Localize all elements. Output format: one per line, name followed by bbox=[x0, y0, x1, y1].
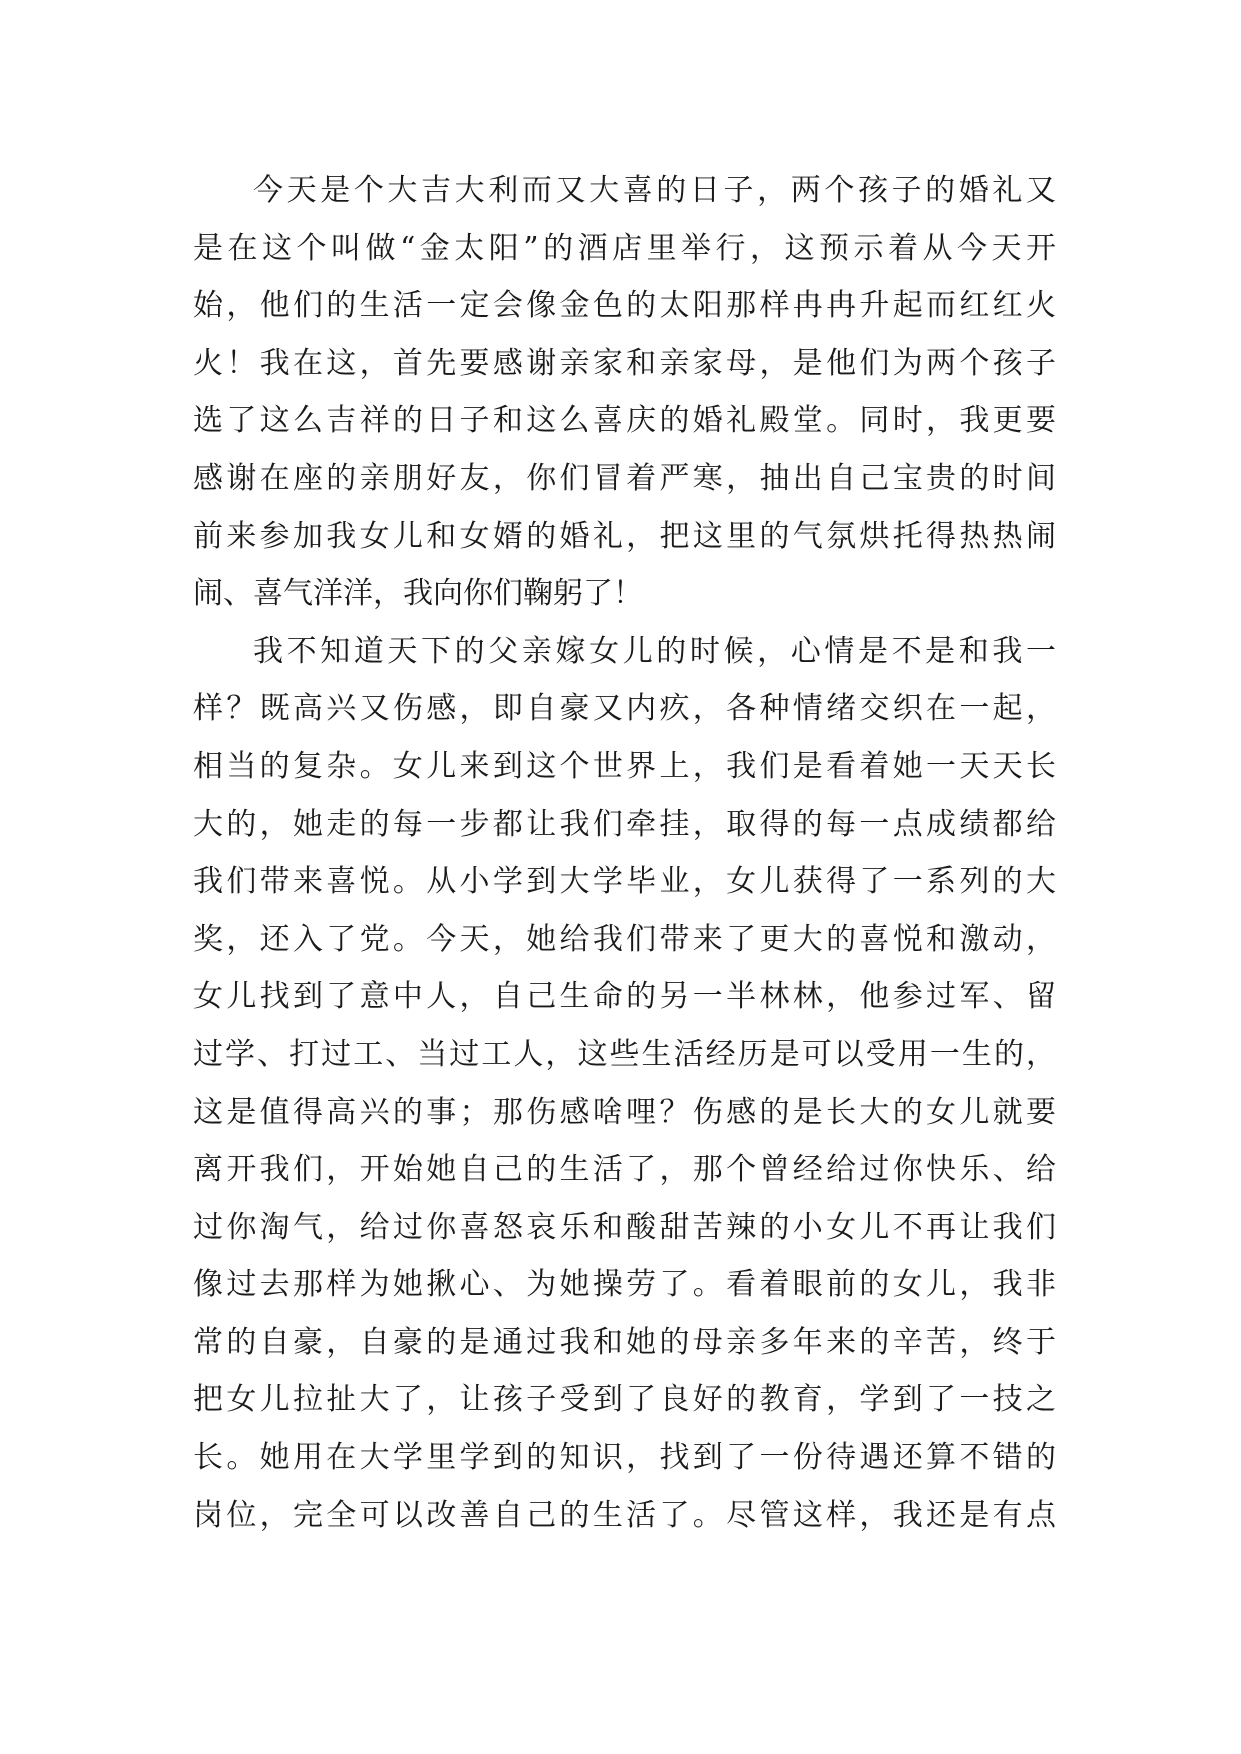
paragraph-1 bbox=[193, 162, 1056, 623]
text-line: 常的自豪，自豪的是通过我和她的母亲多年来的辛苦，终于 bbox=[193, 1324, 1056, 1360]
text-line: 离开我们，开始她自己的生活了，那个曾经给过你快乐、给 bbox=[193, 1152, 1056, 1188]
text-line: 大的，她走的每一步都让我们牵挂，取得的每一点成绩都给 bbox=[193, 806, 1056, 842]
text-line: 过学、打过工、当过工人，这些生活经历是可以受用一生的， bbox=[193, 1036, 1056, 1072]
text-line: 我们带来喜悦。从小学到大学毕业，女儿获得了一系列的大 bbox=[193, 864, 1056, 900]
text-line: 奖，还入了党。今天，她给我们带来了更大的喜悦和激动， bbox=[193, 921, 1056, 957]
text-line: 把女儿拉扯大了，让孩子受到了良好的教育，学到了一技之 bbox=[193, 1382, 1056, 1418]
text-line: 过你淘气，给过你喜怒哀乐和酸甜苦辣的小女儿不再让我们 bbox=[193, 1209, 1056, 1245]
text-line: 今天是个大吉大利而又大喜的日子，两个孩子的婚礼又 bbox=[253, 173, 1056, 208]
text-line: 岗位，完全可以改善自己的生活了。尽管这样，我还是有点 bbox=[193, 1497, 1056, 1533]
paragraph-2 bbox=[193, 623, 1056, 1545]
text-line: 是在这个叫做“金太阳”的酒店里举行，这预示着从今天开 bbox=[193, 230, 1056, 266]
text-body bbox=[193, 162, 1056, 1544]
text-line: 女儿找到了意中人，自己生命的另一半林林，他参过军、留 bbox=[193, 979, 1056, 1015]
text-line: 始，他们的生活一定会像金色的太阳那样冉冉升起而红红火 bbox=[193, 288, 1056, 324]
text-line: 前来参加我女儿和女婿的婚礼，把这里的气氛烘托得热热闹 bbox=[193, 518, 1056, 554]
text-line: 感谢在座的亲朋好友，你们冒着严寒，抽出自己宝贵的时间 bbox=[193, 460, 1056, 496]
text-line: 选了这么吉祥的日子和这么喜庆的婚礼殿堂。同时，我更要 bbox=[193, 403, 1056, 439]
text-line: 相当的复杂。女儿来到这个世界上，我们是看着她一天天长 bbox=[193, 748, 1056, 784]
text-line: 我不知道天下的父亲嫁女儿的时候，心情是不是和我一 bbox=[253, 633, 1056, 669]
text-line: 样？既高兴又伤感，即自豪又内疚，各种情绪交织在一起， bbox=[193, 691, 1056, 727]
text-line: 闹、喜气洋洋，我向你们鞠躬了！ bbox=[193, 576, 643, 612]
text-line: 长。她用在大学里学到的知识，找到了一份待遇还算不错的 bbox=[193, 1440, 1056, 1476]
text-line: 火！我在这，首先要感谢亲家和亲家母，是他们为两个孩子 bbox=[193, 345, 1056, 381]
text-line: 像过去那样为她揪心、为她操劳了。看着眼前的女儿，我非 bbox=[193, 1267, 1056, 1303]
text-line: 这是值得高兴的事；那伤感啥哩？伤感的是长大的女儿就要 bbox=[193, 1094, 1056, 1130]
